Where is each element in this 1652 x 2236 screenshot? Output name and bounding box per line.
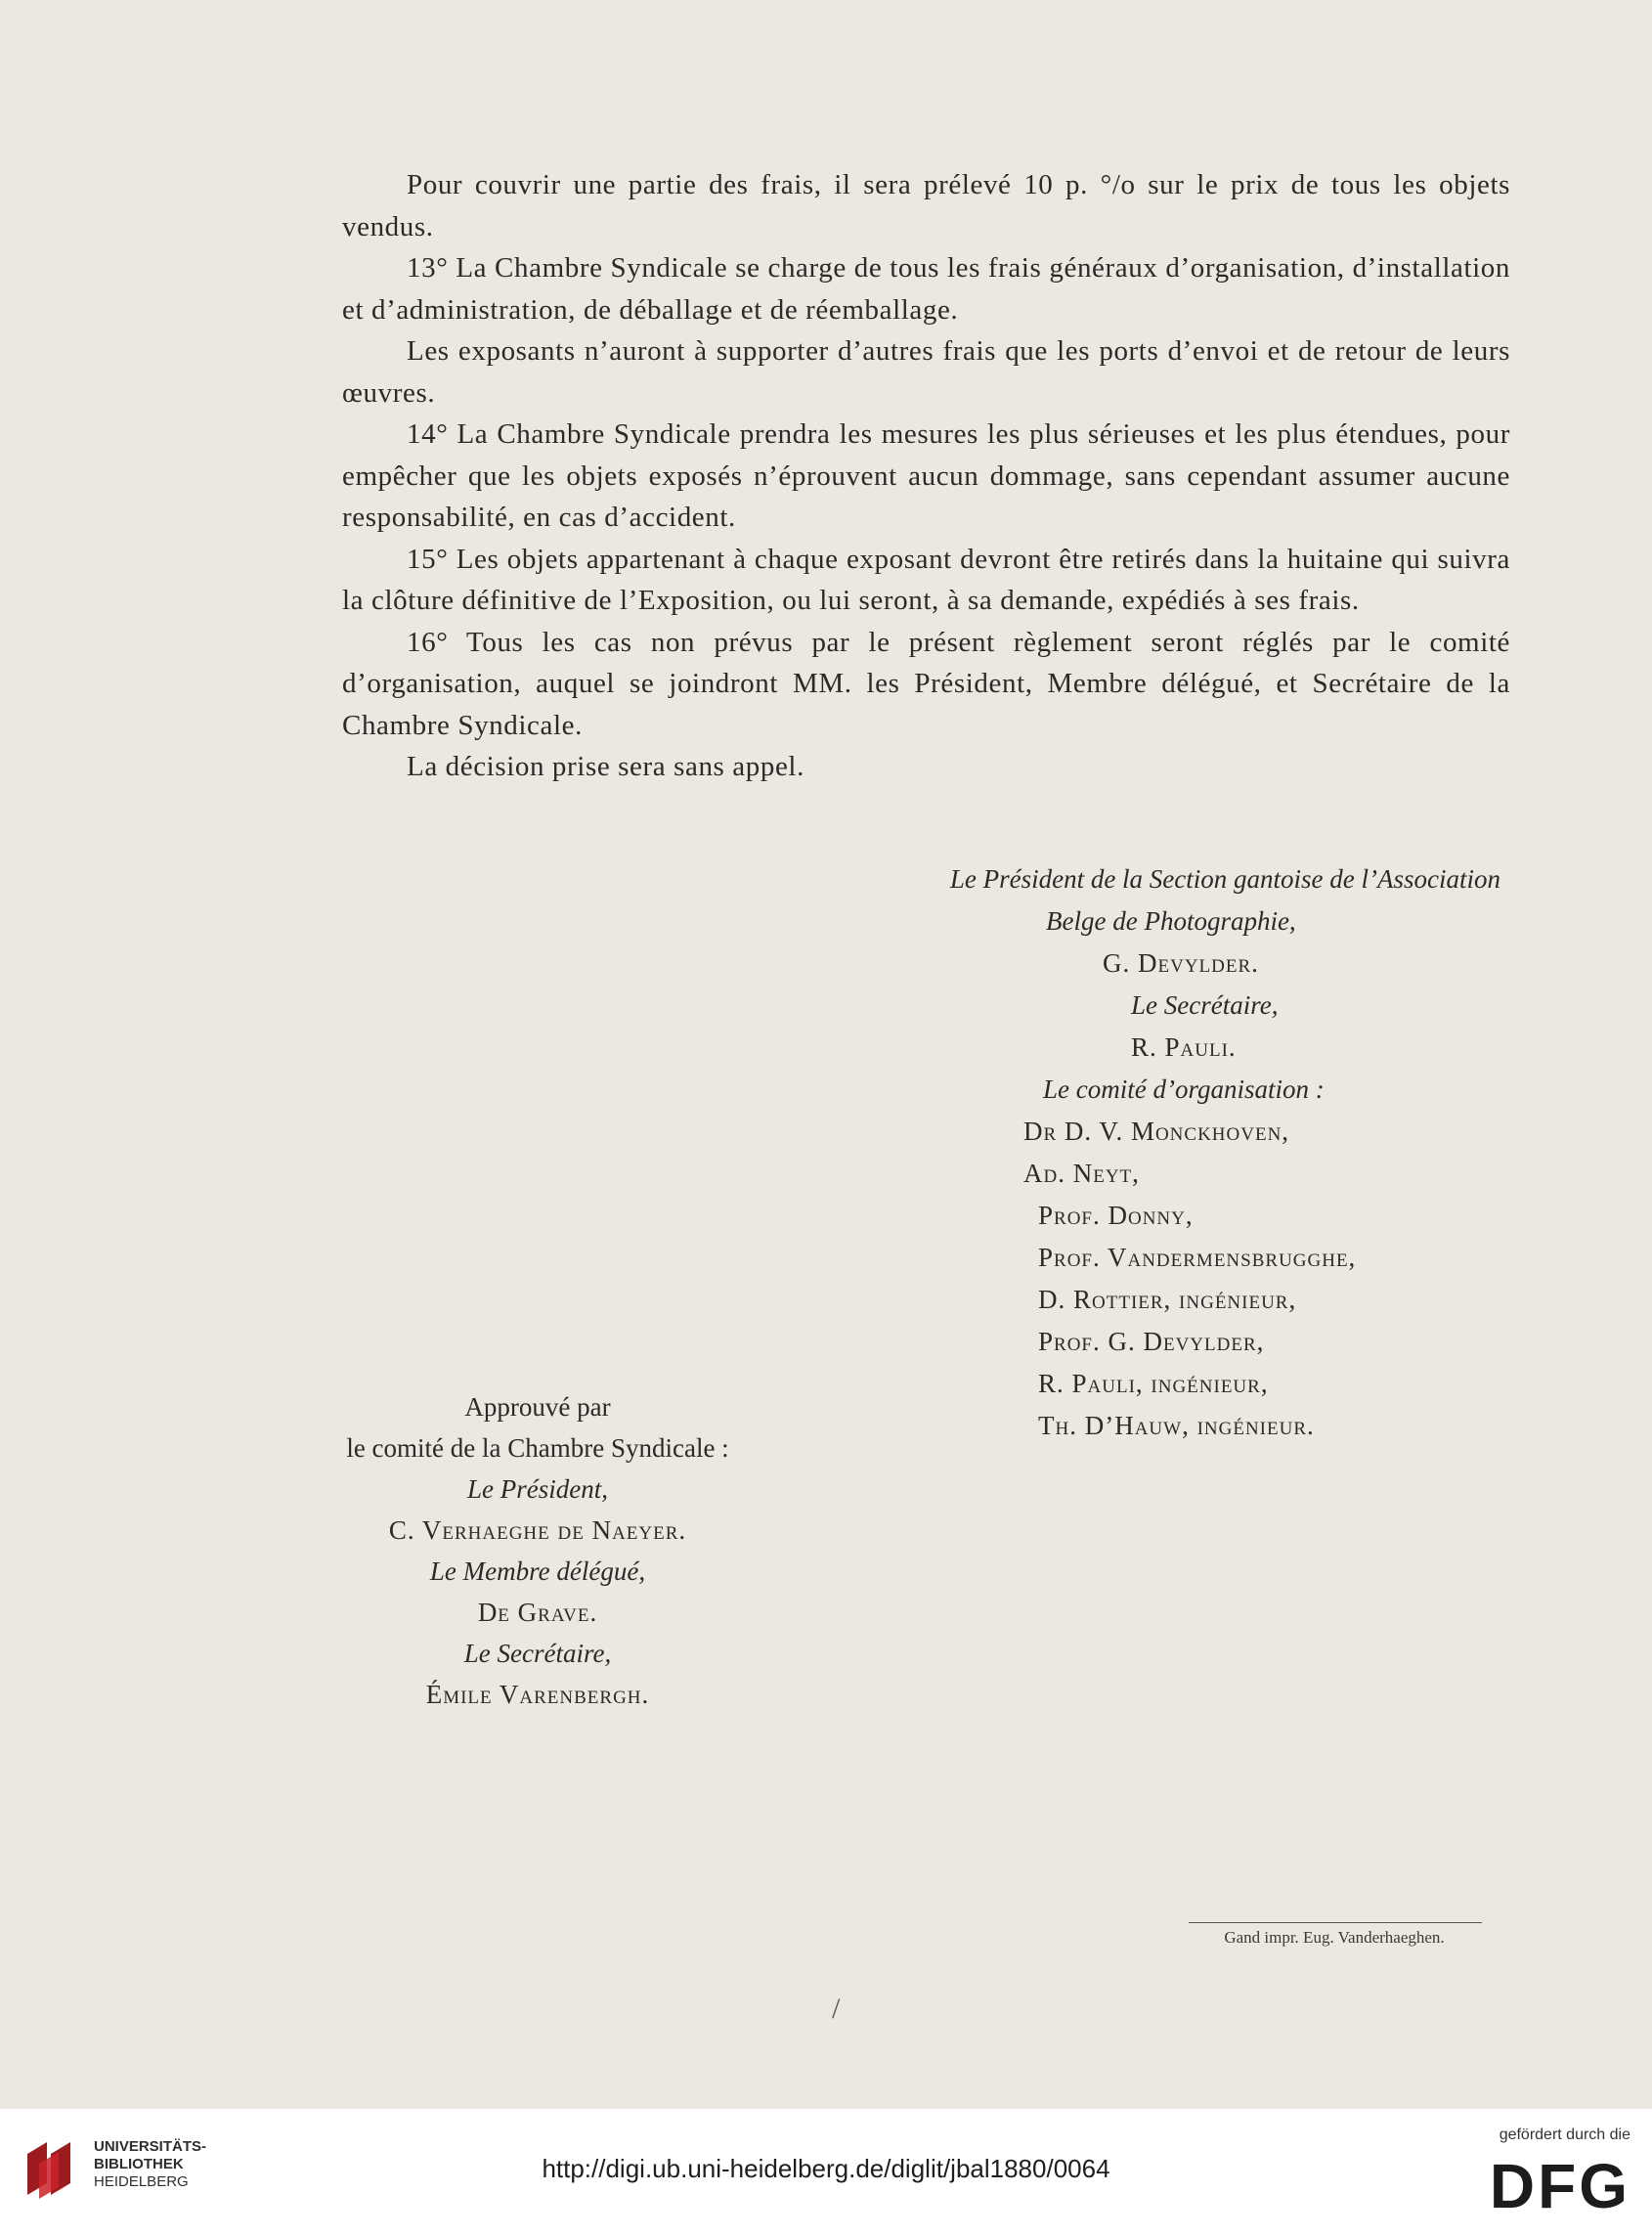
committee-member: Ad. Neyt,: [1023, 1159, 1140, 1188]
chamber-secretary-title: Le Secrétaire,: [463, 1639, 612, 1668]
paragraph: Pour couvrir une partie des frais, il sera prélevé 10 p. °/o sur le prix de tous les objets vendus.: [342, 169, 1510, 242]
viewer-footer: [0, 2109, 1652, 2236]
paragraph: La décision prise sera sans appel.: [407, 751, 804, 782]
president-title-line-2: Belge de Photographie,: [1046, 906, 1296, 936]
chamber-delegate-title: Le Membre délégué,: [429, 1556, 646, 1586]
committee-member: Dr D. V. Monckhoven,: [1023, 1117, 1290, 1146]
page-mark: /: [832, 1993, 841, 2025]
president-name: G. Devylder.: [1103, 948, 1259, 978]
chamber-president-title: Le Président,: [467, 1474, 608, 1504]
regulation-text: [342, 164, 1510, 788]
permalink-url[interactable]: http://digi.ub.uni-heidelberg.de/diglit/jbal1880/0064: [542, 2154, 1110, 2183]
paragraph: 15° Les objets appartenant à chaque exposant devront être retirés dans la huitaine qui suivra la clôture définitive de l’Exposition, ou lui seront, à sa demande, expédiés à ses frais.: [342, 543, 1510, 616]
committee-title: Le comité d’organisation :: [1043, 1074, 1325, 1104]
committee-member: R. Pauli, ingénieur,: [1038, 1369, 1269, 1398]
approved-line-2: le comité de la Chambre Syndicale :: [346, 1433, 729, 1463]
committee-member: Th. D’Hauw, ingénieur.: [1038, 1411, 1315, 1440]
paragraph: Les exposants n’auront à supporter d’autres frais que les ports d’envoi et de retour de leurs œuvres.: [342, 335, 1510, 409]
printer-imprint: Gand impr. Eug. Vanderhaeghen.: [1224, 1928, 1445, 1947]
signature-block-left: [293, 1386, 782, 1715]
committee-member: D. Rottier, ingénieur,: [1038, 1285, 1297, 1314]
committee-member: Prof. Donny,: [1038, 1201, 1194, 1230]
secretary-name: R. Pauli.: [1131, 1032, 1237, 1062]
committee-member: Prof. Vandermensbrugghe,: [1038, 1243, 1357, 1272]
paragraph: 16° Tous les cas non prévus par le présent règlement seront réglés par le comité d’organisation, auquel se joindront MM. les Président, Membre délégué, et Secrétaire de la Chambre Syndicale.: [342, 626, 1510, 741]
funder-caption: gefördert durch die: [1499, 2126, 1630, 2143]
chamber-delegate-name: De Grave.: [477, 1598, 598, 1627]
paragraph: 14° La Chambre Syndicale prendra les mesures les plus sérieuses et les plus étendues, pour empêcher que les objets exposés n’éprouvent aucun dommage, sans cependant assumer aucune responsabilité, en cas d’accident.: [342, 418, 1510, 533]
signature-block-right: [860, 858, 1500, 1447]
university-library-logo-text: UNIVERSITÄTS- BIBLIOTHEK HEIDELBERG: [94, 2138, 207, 2190]
approved-line-1: Approuvé par: [464, 1392, 611, 1422]
dfg-logo: DFG: [1489, 2151, 1630, 2221]
printer-divider: [1189, 1922, 1482, 1923]
president-title-line-1: Le Président de la Section gantoise de l’Association: [949, 864, 1500, 894]
chamber-secretary-name: Émile Varenbergh.: [425, 1680, 650, 1709]
chamber-president-name: C. Verhaeghe de Naeyer.: [388, 1515, 687, 1545]
secretary-title: Le Secrétaire,: [1131, 990, 1279, 1020]
paragraph: 13° La Chambre Syndicale se charge de tous les frais généraux d’organisation, d’installation et d’administration, de déballage et de réemballage.: [342, 252, 1510, 326]
committee-member: Prof. G. Devylder,: [1038, 1327, 1265, 1356]
